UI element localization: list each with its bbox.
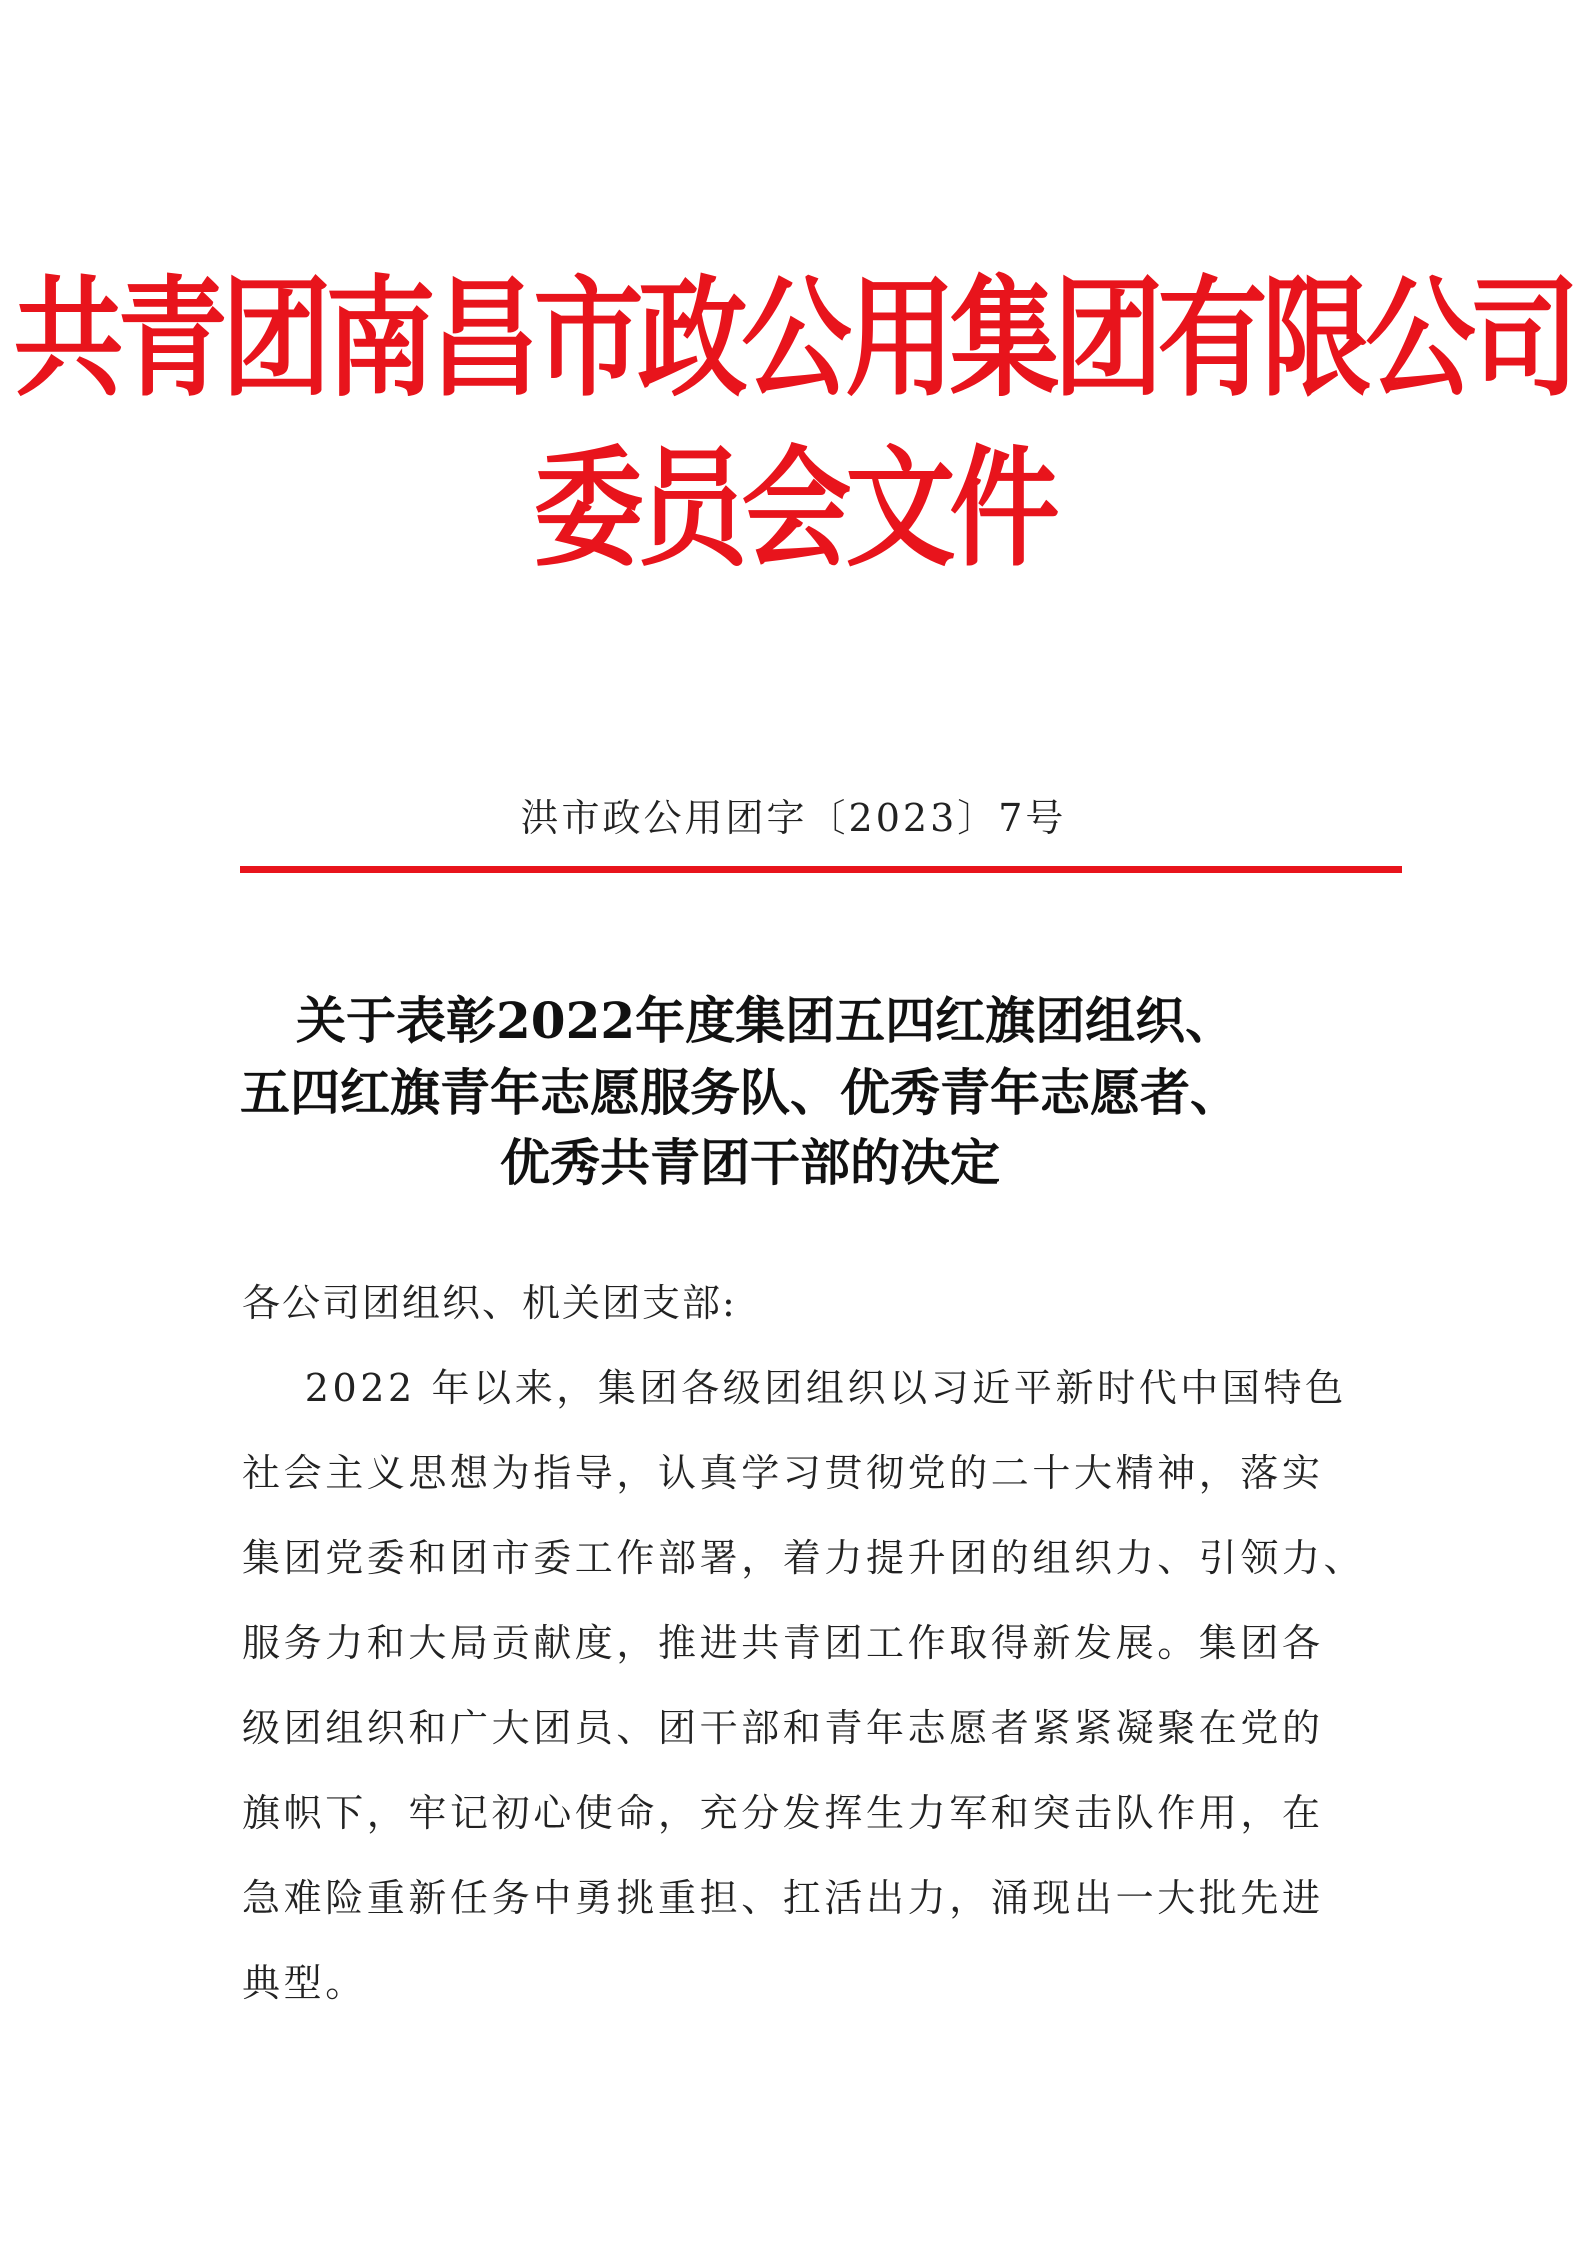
subject-title-line-1: 关于表彰2022年度集团五四红旗团组织、 (296, 991, 1236, 1050)
body-text-line: 典型。 (242, 1961, 367, 2005)
subject-title-line-2: 五四红旗青年志愿服务队、优秀青年志愿者、 (240, 1063, 1240, 1122)
red-separator-line (240, 866, 1402, 873)
document-type-title: 委员会文件 (533, 433, 1054, 585)
body-text-line: 急难险重新任务中勇挑重担、扛活出力，涌现出一大批先进 (242, 1876, 1324, 1920)
body-text-line: 集团党委和团市委工作部署，着力提升团的组织力、引领力、 (242, 1536, 1366, 1580)
body-text-line: 旗帜下，牢记初心使命，充分发挥生力军和突击队作用，在 (242, 1791, 1324, 1835)
body-text-line: 2022 年以来，集团各级团组织以习近平新时代中国特色 (242, 1366, 1347, 1410)
salutation: 各公司团组织、机关团支部: (242, 1281, 737, 1325)
body-text-line: 社会主义思想为指导，认真学习贯彻党的二十大精神，落实 (242, 1451, 1324, 1495)
subject-title-line-3: 优秀共青团干部的决定 (500, 1133, 1000, 1192)
body-text-line: 服务力和大局贡献度，推进共青团工作取得新发展。集团各 (242, 1621, 1324, 1665)
document-number: 洪市政公用团字〔2023〕7号 (520, 796, 1067, 840)
issuing-organization-title: 共青团南昌市政公用集团有限公司 (13, 263, 1574, 415)
body-text-line: 级团组织和广大团员、团干部和青年志愿者紧紧凝聚在党的 (242, 1706, 1324, 1750)
